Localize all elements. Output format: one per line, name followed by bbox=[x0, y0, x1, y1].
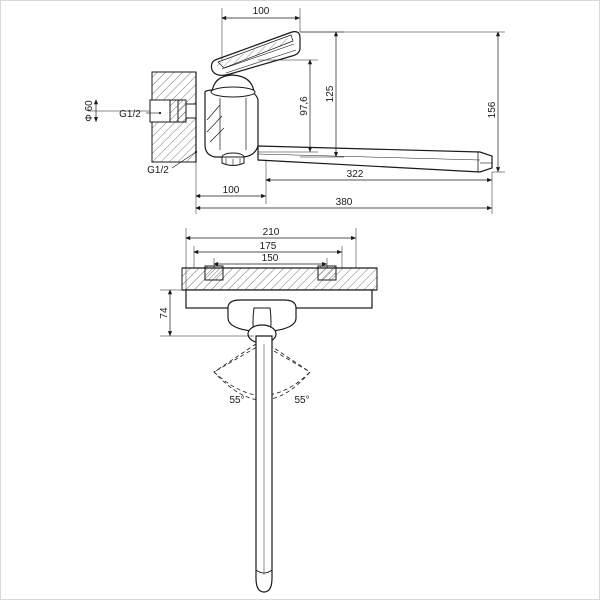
mixer-body bbox=[205, 75, 258, 166]
dim-label-diameter-60: Ф 60 bbox=[84, 100, 95, 122]
dim-label-lever-width: 100 bbox=[252, 6, 270, 17]
dim-label-210: 210 bbox=[262, 227, 280, 238]
dim-label-322: 322 bbox=[346, 169, 364, 180]
dim-label-offset-100: 100 bbox=[222, 185, 240, 196]
dim-label-175: 175 bbox=[259, 241, 277, 252]
dim-label-156: 156 bbox=[487, 101, 498, 119]
dim-label-74: 74 bbox=[159, 307, 170, 319]
label-g12-bottom: G1/2 bbox=[147, 165, 169, 176]
angle-label-left: 55° bbox=[229, 395, 245, 406]
dim-label-125: 125 bbox=[325, 85, 336, 103]
dim-label-150: 150 bbox=[261, 253, 279, 264]
dim-label-380: 380 bbox=[335, 197, 353, 208]
plan-spout bbox=[256, 336, 272, 592]
dim-label-97-6: 97,6 bbox=[299, 96, 310, 116]
angle-label-right: 55° bbox=[294, 395, 310, 406]
label-g12-top: G1/2 bbox=[119, 109, 141, 120]
